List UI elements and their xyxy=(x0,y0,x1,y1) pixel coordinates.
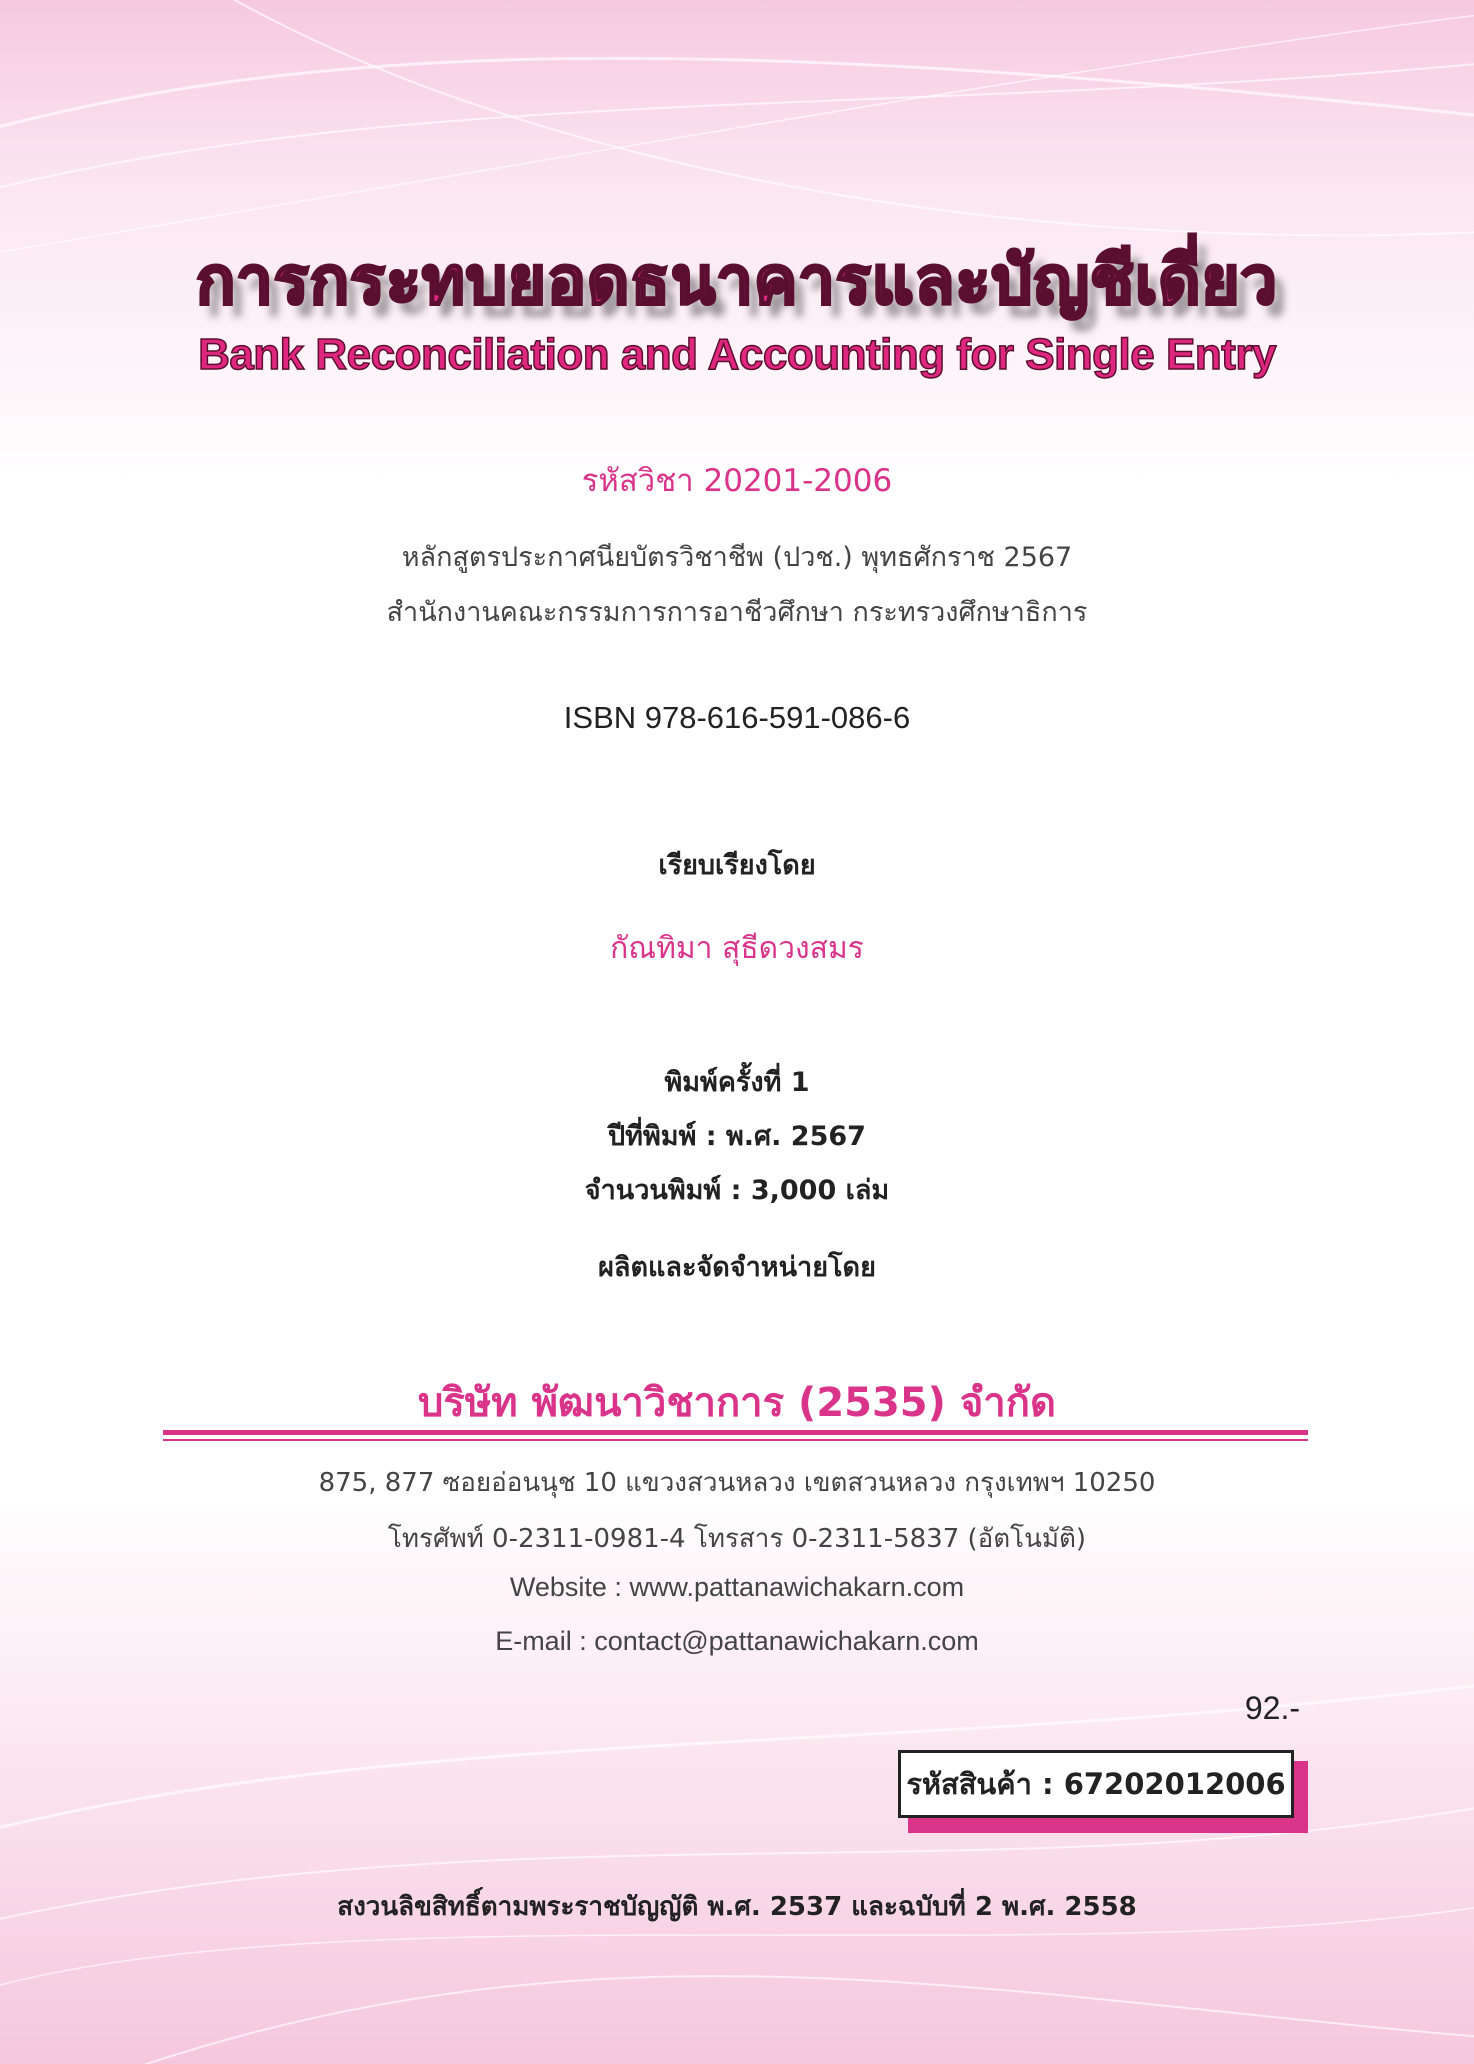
product-code-box: รหัสสินค้า : 67202012006 xyxy=(898,1750,1294,1818)
course-code: รหัสวิชา 20201-2006 xyxy=(581,463,893,499)
print-year: ปีที่พิมพ์ : พ.ศ. 2567 xyxy=(608,1121,866,1152)
book-title-thai: การกระทบยอดธนาคารและบัญชีเดี่ยว xyxy=(195,242,1279,319)
office-line: สำนักงานคณะกรรมการการอาชีวศึกษา กระทรวงศึกษาธิการ xyxy=(386,597,1088,628)
book-title-english: Bank Reconciliation and Accounting for Single Entry xyxy=(198,330,1276,379)
edition: พิมพ์ครั้งที่ 1 xyxy=(664,1067,810,1098)
copyright-notice: สงวนลิขสิทธิ์ตามพระราชบัญญัติ พ.ศ. 2537 และฉบับที่ 2 พ.ศ. 2558 xyxy=(337,1892,1137,1922)
curriculum-line: หลักสูตรประกาศนียบัตรวิชาชีพ (ปวช.) พุทธศักราช 2567 xyxy=(401,542,1073,573)
publisher-website: Website : www.pattanawichakarn.com xyxy=(509,1572,965,1602)
divider-thick xyxy=(163,1430,1308,1435)
distributed-by-label: ผลิตและจัดจำหน่ายโดย xyxy=(598,1252,876,1283)
divider-thin xyxy=(163,1439,1308,1441)
publisher-name: บริษัท พัฒนาวิชาการ (2535) จำกัด xyxy=(418,1380,1056,1426)
price: 92.- xyxy=(1244,1690,1300,1726)
author-name: กัณทิมา สุธีดวงสมร xyxy=(610,931,864,966)
isbn: ISBN 978-616-591-086-6 xyxy=(563,700,911,735)
publisher-email: E-mail : contact@pattanawichakarn.com xyxy=(495,1626,979,1656)
publisher-address: 875, 877 ซอยอ่อนนุช 10 แขวงสวนหลวง เขตสวนหลวง กรุงเทพฯ 10250 xyxy=(318,1468,1156,1498)
print-copies: จำนวนพิมพ์ : 3,000 เล่ม xyxy=(584,1175,890,1206)
publisher-phone: โทรศัพท์ 0-2311-0981-4 โทรสาร 0-2311-5837 (อัตโนมัติ) xyxy=(387,1524,1087,1554)
compiled-by-label: เรียบเรียงโดย xyxy=(658,850,816,881)
